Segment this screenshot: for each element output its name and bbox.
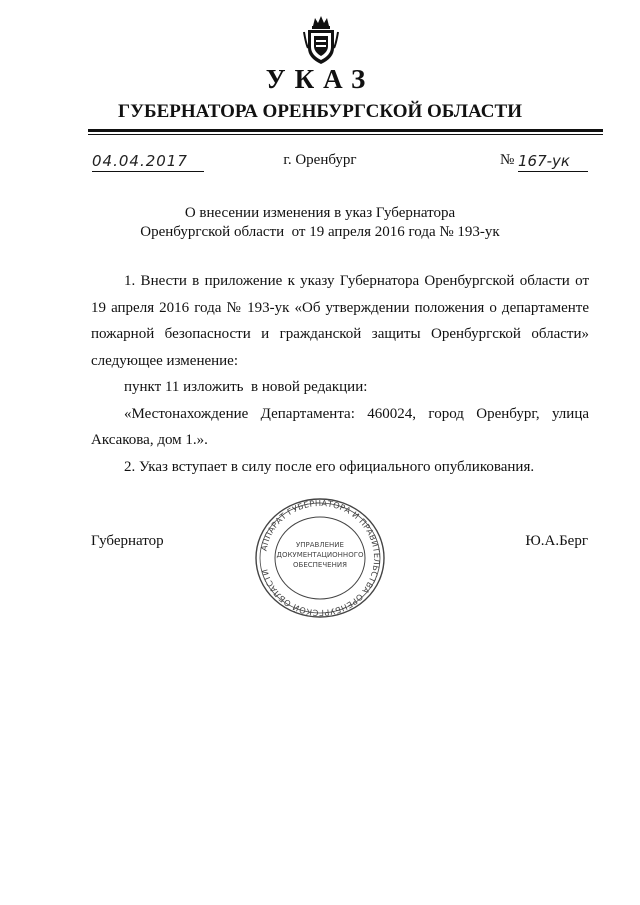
number-label: № — [500, 152, 515, 168]
paragraph-2: пункт 11 изложить в новой редакции: — [124, 379, 368, 395]
signer-name: Ю.А.Берг — [525, 533, 588, 549]
paragraph-4: 2. Указ вступает в силу после его официального опубликования. — [124, 458, 535, 475]
document-body — [91, 268, 589, 480]
document-subject — [0, 204, 640, 242]
official-stamp — [253, 497, 387, 619]
stamp-center-line-3: ОБЕСПЕЧЕНИЯ — [293, 561, 347, 569]
signer-position: Губернатор — [91, 533, 164, 549]
subject-line-2: Оренбургской области от 19 апреля 2016 года № 193-ук — [140, 224, 500, 240]
header-rule-thin — [88, 134, 603, 135]
issuer-title: ГУБЕРНАТОРА ОРЕНБУРГСКОЙ ОБЛАСТИ — [118, 101, 522, 122]
subject-line-1: О внесении изменения в указ Губернатора — [184, 205, 456, 221]
stamp-center-line-1: УПРАВЛЕНИЕ — [296, 541, 344, 549]
document-city: г. Оренбург — [283, 152, 357, 168]
document-date: 04.04.2017 — [92, 152, 204, 172]
stamp-center-line-2: ДОКУМЕНТАЦИОННОГО — [276, 551, 364, 559]
paragraph-3: «Местонахождение Департамента: 460024, город Оренбург, улица Аксакова, дом 1.». — [91, 405, 589, 448]
header-rule-thick — [88, 129, 603, 132]
document-type-title: УКАЗ — [265, 64, 375, 94]
paragraph-1: 1. Внести в приложение к указу Губернатора Оренбургской области от 19 апреля 2016 года № 193-ук «Об утверждении положения о департаменте пожарной безопасности и гражданской защиты Оренбургской области» следующее изменение: — [91, 273, 589, 369]
document-number: 167-ук — [518, 152, 588, 172]
stamp-ring-text: АППАРАТ ГУБЕРНАТОРА И ПРАВИТЕЛЬСТВА ОРЕНБУРГСКОЙ ОБЛАСТИ — [258, 497, 383, 619]
coat-of-arms-icon — [303, 14, 339, 66]
